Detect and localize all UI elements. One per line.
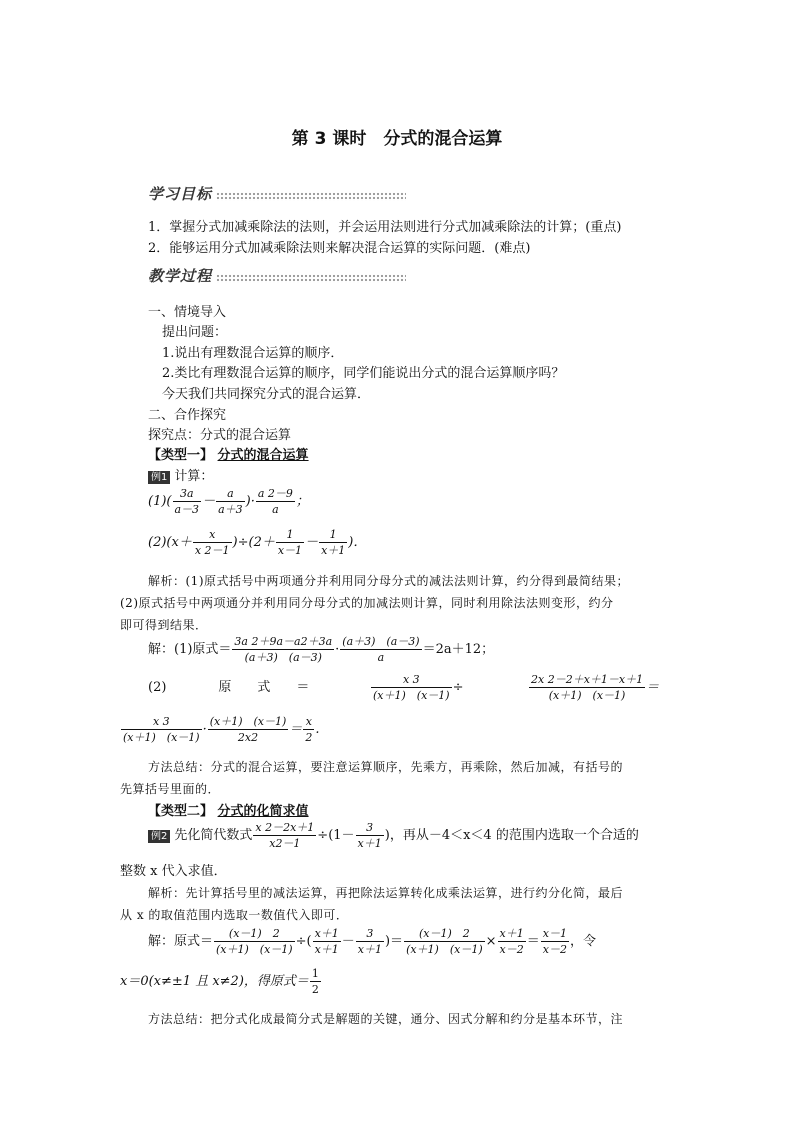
type1-label: 分式的混合运算 — [217, 448, 309, 463]
fraction: $\frac{(x-1) 2}{(x+1) (x-1)}$ — [216, 927, 293, 956]
type2-line — [148, 800, 309, 819]
analysis1-line2: (2)原式括号中两项通分并利用同分母分式的加减法则计算，同时利用除法法则变形，约分 — [120, 596, 614, 610]
intro-question-1: 1.说出有理数混合运算的顺序． — [162, 346, 344, 361]
solution1-part2-a: $\frac{x 3}{(x+1) (x-1)}$ ÷ — [373, 673, 464, 702]
solution1-part2-c: $\frac{x 3}{(x+1) (x-1)}$ · $\frac{(x+1) (x-1)}{2x2}$ ＝ $\frac{x}{2}$ . — [123, 715, 320, 744]
analysis1-line1: 解析：(1)原式括号中两项通分并利用同分母分式的减法法则计算，约分得到最简结果； — [148, 574, 630, 588]
fraction: $\frac{x-1}{x-2}$ — [542, 927, 567, 956]
fraction: $\frac{x}{x 2-1}$ — [194, 528, 230, 557]
intro-question-2: 2.类比有理数混合运算的顺序，同学们能说出分式的混合运算顺序吗？ — [162, 366, 565, 381]
type1-line — [148, 444, 309, 463]
summary2-line1: 方法总结：把分式化成最简分式是解题的关键，通分、因式分解和约分是基本环节，注 — [148, 1012, 624, 1026]
example1-badge: 例1 — [148, 471, 170, 484]
goal-item-1: 1．掌握分式加减乘除法的法则，并会运用法则进行分式加减乘除法的计算；(重点) — [148, 220, 622, 235]
fraction: $\frac{3a}{a-3}$ — [174, 487, 200, 516]
fraction: $\frac{x 2-2x+1}{x2-1}$ — [255, 821, 315, 850]
fraction: $\frac{a 2-9}{a}$ — [257, 487, 293, 516]
analysis2-line1: 解析：先计算括号里的减法运算，再把除法运算转化成乘法运算，进行约分化简，最后 — [148, 886, 624, 900]
type2-label: 分式的化简求值 — [217, 804, 309, 819]
section-label-goals: 学习目标 — [148, 184, 213, 203]
solution2-line2: x＝0(x≠±1 且 x≠2)，得原式＝ $\frac{1}{2}$ — [120, 967, 319, 996]
summary1-line2: 先算括号里面的． — [120, 782, 221, 796]
intro-ask: 提出问题： — [162, 325, 228, 340]
example2-badge: 例2 — [148, 830, 170, 843]
fraction: $\frac{1}{2}$ — [311, 967, 319, 996]
example2-line1: 例2 先化简代数式 $\frac{x 2-2x+1}{x2-1}$ ÷(1－ $\frac{3}{x+1}$ )，再从－4＜x＜4 的范围内选取一个合适的 — [148, 820, 639, 851]
fraction: $\frac{(x+1) (x-1)}{2x2}$ — [209, 715, 287, 744]
explore-heading: 二、合作探究 — [148, 408, 227, 423]
solution1-part1: 解：(1)原式＝ $\frac{3a 2+9a-a2+3a}{(a+3) (a-3)}$ · $\frac{(a+3) (a-3)}{a}$ ＝2a＋12； — [148, 635, 495, 664]
fraction: $\frac{x}{2}$ — [305, 715, 313, 744]
example1-text: 计算： — [174, 469, 214, 484]
fraction: $\frac{a}{a+3}$ — [218, 487, 243, 516]
type2-bracket: 【类型二】 — [148, 804, 214, 819]
example2-line2: 整数 x 代入求值． — [120, 864, 227, 879]
fraction: $\frac{x 3}{(x+1) (x-1)}$ — [373, 673, 450, 702]
fraction: $\frac{1}{x+1}$ — [321, 528, 346, 557]
analysis2-line2: 从 x 的取值范围内选取一数值代入即可． — [120, 908, 349, 922]
fraction: $\frac{(a+3) (a-3)}{a}$ — [342, 635, 420, 664]
intro-today: 今天我们共同探究分式的混合运算． — [162, 387, 371, 402]
dotted-divider — [216, 274, 406, 283]
section-header-process — [148, 264, 406, 286]
example1-line — [148, 465, 213, 484]
fraction: $\frac{3}{x+1}$ — [357, 927, 382, 956]
fraction: $\frac{(x-1) 2}{(x+1) (x-1)}$ — [406, 927, 483, 956]
fraction: $\frac{1}{x-1}$ — [277, 528, 303, 557]
type1-bracket: 【类型一】 — [148, 448, 214, 463]
fraction: $\frac{x 3}{(x+1) (x-1)}$ — [123, 715, 200, 744]
explore-point: 探究点：分式的混合运算 — [148, 428, 292, 443]
analysis1-line3: 即可得到结果． — [120, 618, 208, 632]
fraction: $\frac{x+1}{x-2}$ — [499, 927, 524, 956]
solution1-part2-b: $\frac{2x 2-2+x+1-x+1}{(x+1) (x-1)}$ ＝ — [531, 673, 660, 702]
fraction: $\frac{x+1}{x+1}$ — [314, 927, 339, 956]
intro-heading: 一、情境导入 — [148, 305, 227, 320]
section-label-process: 教学过程 — [148, 266, 213, 285]
section-header-goals — [148, 182, 406, 204]
page-title: 第 3 课时 分式的混合运算 — [291, 129, 503, 149]
fraction: $\frac{3a 2+9a-a2+3a}{(a+3) (a-3)}$ — [234, 635, 333, 664]
example1-part2: (2)(x＋ $\frac{x}{x 2-1}$ )÷(2＋ $\frac{1}{x-1}$ － $\frac{1}{x+1}$ )． — [148, 528, 367, 557]
example1-part1: (1)( $\frac{3a}{a-3}$ － $\frac{a}{a+3}$ )· $\frac{a 2-9}{a}$ ； — [148, 487, 309, 516]
fraction: $\frac{2x 2-2+x+1-x+1}{(x+1) (x-1)}$ — [531, 673, 644, 702]
goal-item-2: 2．能够运用分式加减乘除法则来解决混合运算的实际问题．(难点) — [148, 241, 531, 256]
dotted-divider — [216, 192, 406, 201]
summary1-line1: 方法总结：分式的混合运算，要注意运算顺序，先乘方，再乘除，然后加减，有括号的 — [148, 760, 624, 774]
solution2-line1: 解：原式＝ $\frac{(x-1) 2}{(x+1) (x-1)}$ ÷( $\frac{x+1}{x+1}$ － $\frac{3}{x+1}$ )＝ $\frac{(x-1) 2}{(x+1) (x-1)}$ × $\frac{x+1}{x-2}$ ＝ $\frac{x-1}{x-2}$ ，令 — [148, 927, 596, 956]
fraction: $\frac{3}{x+1}$ — [357, 821, 382, 850]
solution1-part2-label: (2) 原 式 ＝ — [148, 680, 310, 695]
